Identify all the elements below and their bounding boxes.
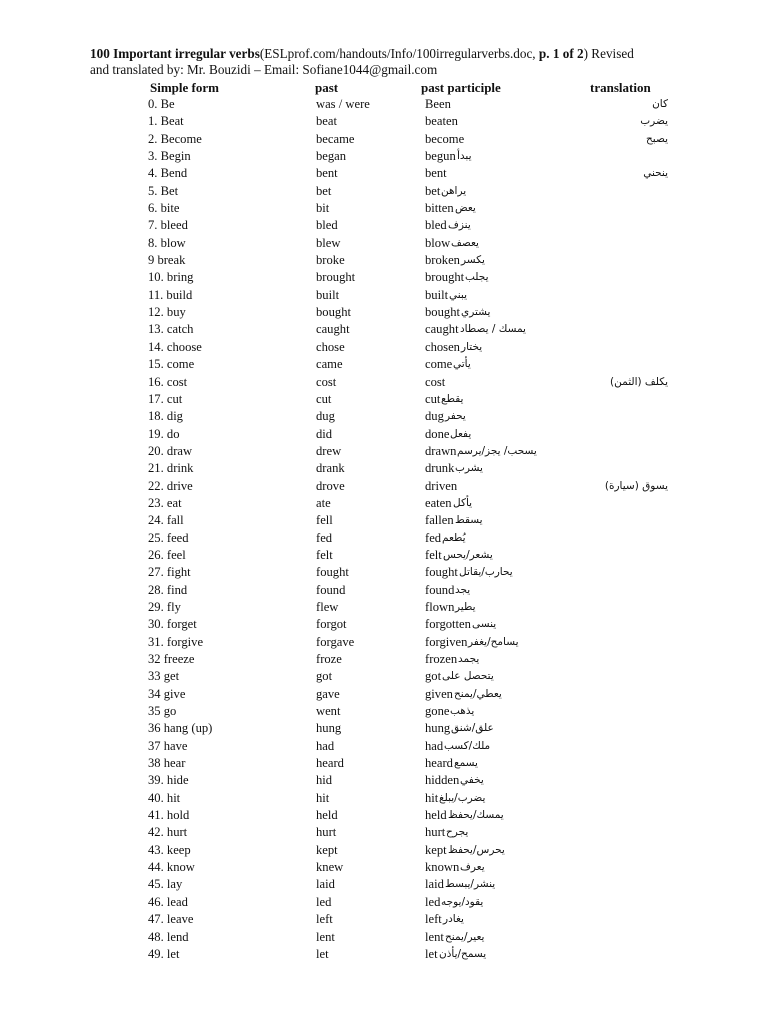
verb-row — [0, 252, 768, 269]
verb-row — [0, 460, 768, 477]
verb-row — [0, 148, 768, 165]
verb-simple-form: 27. fight — [148, 565, 191, 580]
verb-past: beat — [316, 114, 337, 129]
page-indicator: p. 1 of 2 — [538, 46, 584, 61]
verb-past: kept — [316, 842, 338, 857]
verb-past-participle: forgiven — [425, 634, 468, 649]
verb-translation: يضرب/يبلغ — [439, 791, 486, 804]
verb-row — [0, 356, 768, 373]
verb-translation: يصبح — [646, 132, 668, 145]
verb-simple-form: 11. build — [148, 287, 193, 302]
verb-past-participle: led — [425, 894, 441, 909]
verb-past: went — [316, 704, 341, 719]
verb-translation: يطير — [455, 600, 476, 613]
verb-simple-form: 4. Bend — [148, 166, 188, 181]
verb-simple-form: 47. leave — [148, 912, 194, 927]
verb-translation: يكسر — [461, 254, 485, 267]
verb-past: was / were — [316, 97, 370, 111]
verb-row — [0, 530, 768, 547]
verb-translation: يسمح/يأذن — [439, 947, 487, 960]
verb-translation: يمسك/يحفظ — [448, 809, 504, 822]
verb-row — [0, 929, 768, 946]
verb-row — [0, 651, 768, 668]
verb-translation: يعير/يمنح — [445, 930, 485, 943]
verb-translation: يغادر — [443, 913, 464, 926]
verb-past-participle: got — [425, 669, 442, 684]
verb-row — [0, 131, 768, 148]
verb-translation: يسامح/يغفر — [468, 635, 519, 648]
verb-simple-form: 5. Bet — [148, 183, 179, 198]
verb-translation: يبدأ — [457, 150, 472, 163]
verb-simple-form: 42. hurt — [148, 825, 188, 840]
verb-row — [0, 113, 768, 130]
verb-past: cost — [316, 374, 337, 389]
verb-past: heard — [316, 756, 344, 771]
verb-row — [0, 720, 768, 737]
verb-row — [0, 790, 768, 807]
verb-past-participle: blow — [425, 235, 451, 250]
verb-simple-form: 39. hide — [148, 773, 189, 788]
verb-translation: يشعر/يحس — [443, 548, 493, 561]
verb-past-participle: broken — [425, 253, 460, 268]
verb-past: laid — [316, 877, 335, 892]
verb-row — [0, 165, 768, 182]
verb-translation: ينشر/يبسط — [445, 878, 496, 891]
verb-row — [0, 946, 768, 963]
verb-past-participle: gone — [425, 704, 450, 719]
verb-simple-form: 15. come — [148, 357, 195, 372]
verb-past-participle: bled — [425, 218, 447, 233]
verb-row — [0, 634, 768, 651]
verb-past-participle: dug — [425, 409, 444, 424]
verb-simple-form: 28. find — [148, 582, 188, 597]
verb-past-participle: bet — [425, 183, 441, 198]
verb-simple-form: 1. Beat — [148, 114, 184, 129]
verb-simple-form: 30. forget — [148, 617, 197, 632]
verb-past-participle: found — [425, 582, 455, 597]
verb-row — [0, 287, 768, 304]
verb-past-participle: frozen — [425, 652, 458, 666]
verb-translation: يسقط — [455, 514, 483, 527]
verb-past: lent — [316, 929, 335, 944]
verb-simple-form: 13. catch — [148, 322, 194, 337]
verb-translation: يخفي — [460, 774, 484, 787]
verb-translation: يكلف (الثمن) — [610, 375, 668, 388]
verb-past-participle: bitten — [425, 201, 454, 216]
verb-past: fell — [316, 513, 333, 528]
verb-past: broke — [316, 253, 345, 268]
verb-translation: يأكل — [453, 496, 473, 509]
verb-row — [0, 842, 768, 859]
verb-row — [0, 564, 768, 581]
verb-past-participle: hit — [425, 790, 439, 805]
verb-past-participle: caught — [425, 322, 459, 337]
verb-row — [0, 235, 768, 252]
verb-past-participle: eaten — [425, 495, 452, 510]
verb-simple-form: 21. drink — [148, 461, 194, 476]
verb-simple-form: 19. do — [148, 426, 180, 441]
verb-translation: يمسك / يصطاد — [460, 323, 526, 336]
verb-simple-form: 41. hold — [148, 808, 190, 823]
verb-simple-form: 2. Become — [148, 131, 202, 146]
verb-simple-form: 7. bleed — [148, 218, 188, 233]
verb-translation: يضرب — [640, 115, 668, 128]
verb-past-participle: driven — [425, 478, 458, 493]
verb-translation: يراهن — [441, 184, 467, 197]
verb-simple-form: 16. cost — [148, 374, 188, 389]
verb-past-participle: bought — [425, 305, 460, 320]
verb-row — [0, 772, 768, 789]
verb-simple-form: 26. feel — [148, 547, 186, 562]
verb-past-participle: given — [425, 686, 453, 701]
verb-simple-form: 9 break — [148, 253, 186, 268]
verb-simple-form: 29. fly — [148, 599, 181, 614]
column-header-past: past — [315, 80, 339, 95]
verb-past: forgot — [316, 617, 347, 632]
verb-translation: يحرس/يحفظ — [448, 843, 505, 856]
verb-translation: يجرح — [446, 826, 469, 839]
verb-row — [0, 200, 768, 217]
verb-translation: يأتي — [453, 358, 471, 371]
verb-simple-form: 45. lay — [148, 877, 183, 892]
verb-past: chose — [316, 339, 345, 354]
verb-translation: يسحب/ يجز/يرسم — [457, 444, 537, 457]
verb-row — [0, 547, 768, 564]
verb-past-participle: hidden — [425, 773, 460, 788]
verb-simple-form: 24. fall — [148, 513, 184, 528]
verb-translation: كان — [652, 98, 668, 110]
verb-simple-form: 38 hear — [148, 756, 186, 771]
verb-simple-form: 3. Begin — [148, 149, 191, 164]
verb-translation: يجد — [455, 583, 471, 596]
verb-past-participle: cut — [425, 391, 441, 406]
verb-past-participle: forgotten — [425, 617, 471, 632]
verb-simple-form: 20. draw — [148, 443, 193, 458]
verb-row — [0, 911, 768, 928]
verb-row — [0, 495, 768, 512]
verb-past: hung — [316, 721, 342, 736]
verb-simple-form: 48. lend — [148, 929, 189, 944]
verb-row — [0, 512, 768, 529]
verb-past-participle: drawn — [425, 443, 457, 458]
verb-translation: يعصف — [451, 236, 479, 249]
verb-simple-form: 0. Be — [148, 97, 175, 111]
verb-past: hit — [316, 790, 330, 805]
verb-translation: يحفر — [445, 410, 466, 423]
verb-past: drank — [316, 461, 345, 476]
verb-past: brought — [316, 270, 356, 285]
verb-row — [0, 304, 768, 321]
verb-translation: يقطع — [441, 392, 464, 405]
verb-row — [0, 859, 768, 876]
verb-past: drove — [316, 478, 345, 493]
verb-simple-form: 40. hit — [148, 790, 181, 805]
verb-past: felt — [316, 547, 333, 562]
revised-note: ) Revised — [583, 46, 634, 61]
verb-row — [0, 426, 768, 443]
verb-row — [0, 374, 768, 391]
verb-past: blew — [316, 235, 341, 250]
verb-past: flew — [316, 599, 339, 614]
verb-simple-form: 6. bite — [148, 201, 180, 216]
verb-simple-form: 43. keep — [148, 842, 191, 857]
verb-past: fought — [316, 565, 349, 580]
verb-simple-form: 25. feed — [148, 530, 189, 545]
author-line: and translated by: Mr. Bouzidi – Email: Sofiane1044@gmail.com — [90, 62, 438, 77]
verb-translation: يسمع — [454, 757, 478, 770]
verb-past: bought — [316, 305, 351, 320]
verb-simple-form: 44. know — [148, 860, 195, 875]
verb-row — [0, 183, 768, 200]
verb-translation: يعطي/يمنح — [454, 687, 502, 700]
verb-past-participle: drunk — [425, 461, 455, 476]
verb-translation: ينحني — [643, 167, 668, 180]
verb-past: forgave — [316, 634, 355, 649]
verb-past: built — [316, 287, 340, 302]
verb-translation: يجلب — [465, 271, 489, 284]
verb-simple-form: 37 have — [148, 738, 188, 753]
verb-past-participle: beaten — [425, 114, 458, 129]
verb-translation: يتحصل على — [442, 670, 494, 683]
verb-past-participle: had — [425, 738, 444, 753]
verb-past: gave — [316, 686, 340, 701]
verb-past: froze — [316, 652, 342, 666]
verb-translation: يذهب — [450, 705, 475, 718]
verb-past-participle: left — [425, 912, 442, 927]
verb-translation: ينسى — [472, 618, 497, 631]
verb-translation: يختار — [461, 340, 483, 353]
verb-past: did — [316, 426, 333, 441]
verb-past: knew — [316, 860, 344, 875]
verb-past: had — [316, 738, 335, 753]
verb-past-participle: let — [425, 946, 438, 961]
verb-simple-form: 14. choose — [148, 339, 202, 354]
verb-simple-form: 33 get — [148, 669, 180, 684]
column-header-translation: translation — [590, 80, 651, 95]
verb-past-participle: known — [425, 860, 460, 875]
verb-row — [0, 96, 768, 113]
verb-translation: يحارب/يقاتل — [459, 566, 513, 579]
verb-past-participle: come — [425, 357, 453, 372]
verb-past: came — [316, 357, 343, 372]
verb-past-participle: begun — [425, 149, 456, 164]
verb-row — [0, 339, 768, 356]
verb-past-participle: flown — [425, 599, 455, 614]
verb-past-participle: heard — [425, 756, 453, 771]
verb-past-participle: lent — [425, 929, 444, 944]
verb-translation: علق/شنق — [451, 722, 494, 735]
verb-past-participle: hung — [425, 721, 451, 736]
verb-past: left — [316, 912, 333, 927]
verb-translation: يشرب — [455, 462, 483, 475]
verb-past-participle: chosen — [425, 339, 460, 354]
verb-past-participle: done — [425, 426, 450, 441]
verb-row — [0, 616, 768, 633]
verb-past-participle: become — [425, 131, 465, 146]
verb-row — [0, 876, 768, 893]
verb-row — [0, 894, 768, 911]
verb-translation: يشتري — [461, 306, 491, 319]
verb-past: ate — [316, 495, 331, 510]
verb-simple-form: 34 give — [148, 686, 186, 701]
verb-row — [0, 391, 768, 408]
verb-past-participle: laid — [425, 877, 444, 892]
verb-translation: يسوق (سيارة) — [604, 479, 668, 492]
verb-simple-form: 35 go — [148, 704, 177, 719]
verb-row — [0, 582, 768, 599]
verb-simple-form: 31. forgive — [148, 634, 204, 649]
verb-past: became — [316, 131, 355, 146]
column-header-simple-form: Simple form — [150, 80, 219, 95]
verb-past: dug — [316, 409, 335, 424]
verb-table — [0, 96, 768, 963]
verb-past: let — [316, 946, 329, 961]
verb-simple-form: 12. buy — [148, 305, 186, 320]
verb-past-participle: fought — [425, 565, 458, 580]
verb-simple-form: 49. let — [148, 946, 180, 961]
verb-past: fed — [316, 530, 333, 545]
document-source: (ESLprof.com/handouts/Info/100irregularverbs.doc, — [259, 46, 539, 61]
verb-past: began — [316, 149, 347, 164]
verb-simple-form: 18. dig — [148, 409, 183, 424]
verb-past-participle: fallen — [425, 513, 454, 528]
verb-row — [0, 703, 768, 720]
verb-past: bit — [316, 201, 330, 216]
verb-past: got — [316, 669, 333, 684]
verb-row — [0, 755, 768, 772]
verb-past: bled — [316, 218, 338, 233]
verb-translation: يجمد — [458, 653, 480, 665]
verb-row — [0, 738, 768, 755]
verb-simple-form: 32 freeze — [148, 652, 195, 666]
verb-past-participle: cost — [425, 374, 446, 389]
verb-simple-form: 36 hang (up) — [148, 721, 213, 736]
verb-past: bent — [316, 166, 338, 181]
verb-row — [0, 599, 768, 616]
verb-past-participle: felt — [425, 547, 442, 562]
verb-row — [0, 824, 768, 841]
verb-row — [0, 668, 768, 685]
verb-simple-form: 23. eat — [148, 495, 182, 510]
verb-translation: يبني — [449, 288, 468, 301]
verb-past: drew — [316, 443, 342, 458]
verb-simple-form: 22. drive — [148, 478, 193, 493]
verb-translation: يفعل — [450, 427, 472, 440]
document-title: 100 Important irregular verbs — [90, 46, 260, 61]
column-header-past-participle: past participle — [421, 80, 501, 95]
verb-row — [0, 321, 768, 338]
verb-past: found — [316, 582, 346, 597]
verb-past: led — [316, 894, 332, 909]
verb-past: cut — [316, 391, 332, 406]
verb-row — [0, 408, 768, 425]
verb-row — [0, 478, 768, 495]
verb-past-participle: built — [425, 287, 449, 302]
verb-translation: ينزف — [448, 219, 471, 232]
verb-translation: يعض — [455, 202, 476, 215]
verb-past-participle: brought — [425, 270, 465, 285]
document-header — [90, 46, 700, 78]
verb-simple-form: 46. lead — [148, 894, 188, 909]
verb-past: caught — [316, 322, 350, 337]
verb-past-participle: Been — [425, 97, 451, 111]
verb-simple-form: 17. cut — [148, 391, 183, 406]
verb-simple-form: 10. bring — [148, 270, 194, 285]
verb-past: hurt — [316, 825, 337, 840]
verb-past-participle: kept — [425, 842, 447, 857]
verb-translation: يعرف — [460, 861, 485, 874]
verb-row — [0, 217, 768, 234]
verb-translation: يقود/يوجه — [441, 895, 484, 908]
verb-row — [0, 269, 768, 286]
verb-past: bet — [316, 183, 332, 198]
verb-past-participle: bent — [425, 166, 447, 181]
verb-past-participle: held — [425, 808, 447, 823]
verb-row — [0, 686, 768, 703]
verb-translation: ملك/كسب — [444, 739, 491, 752]
verb-row — [0, 443, 768, 460]
verb-simple-form: 8. blow — [148, 235, 186, 250]
verb-translation: يُطعم — [442, 531, 466, 544]
verb-row — [0, 807, 768, 824]
verb-past: held — [316, 808, 338, 823]
verb-past-participle: hurt — [425, 825, 446, 840]
verb-past: hid — [316, 773, 333, 788]
verb-past-participle: fed — [425, 530, 442, 545]
